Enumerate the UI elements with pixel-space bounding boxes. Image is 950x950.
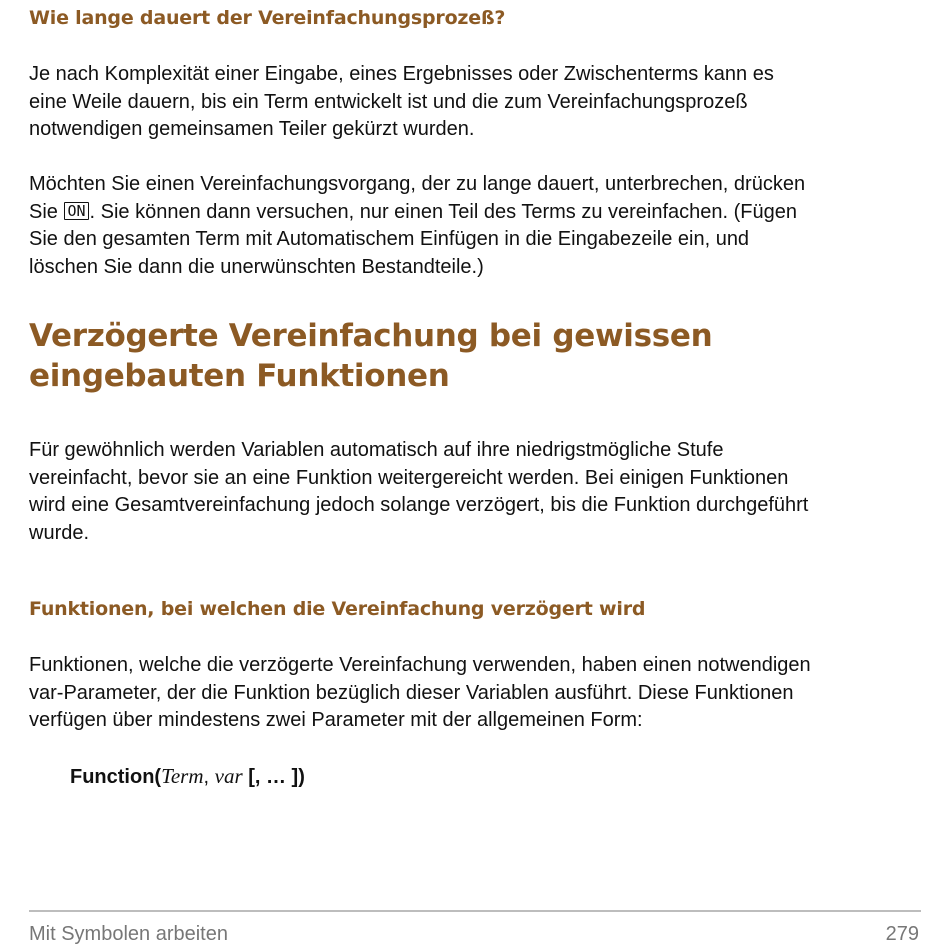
heading-line: eingebauten Funktionen — [29, 358, 450, 394]
text-line: wurde. — [29, 521, 90, 544]
syntax-separator: , — [203, 766, 215, 788]
text-line: Je nach Komplexität einer Eingabe, eines Ergebnisses oder Zwischenterms kann es — [29, 63, 774, 85]
footer-chapter-title: Mit Symbolen arbeiten — [29, 923, 228, 945]
footer-divider — [29, 910, 921, 912]
text-line: vereinfacht, bevor sie an eine Funktion weitergereicht werden. Bei einigen Funktionen — [29, 466, 789, 489]
text-line: notwendigen gemeinsamen Teiler gekürzt wurden. — [29, 118, 475, 141]
text-line: verfügen über mindestens zwei Parameter mit der allgemeinen Form: — [29, 709, 643, 732]
text-line: eine Weile dauern, bis ein Term entwickelt ist und die zum Vereinfachungsprozeß — [29, 90, 748, 113]
text-fragment: Sie — [29, 200, 64, 223]
text-line — [29, 199, 922, 227]
section-heading-delayed-functions: Funktionen, bei welchen die Vereinfachung verzögert wird — [29, 598, 646, 620]
paragraph-delayed-simplification — [29, 437, 922, 547]
text-line: Funktionen, welche die verzögerte Vereinfachung verwenden, haben einen notwendigen — [29, 654, 811, 676]
text-line: löschen Sie dann die unerwünschten Bestandteile.) — [29, 255, 484, 278]
syntax-rest: [, … ]) — [242, 766, 305, 788]
document-page — [29, 0, 922, 950]
paragraph-interrupt-simplification — [29, 171, 922, 281]
syntax-arg-term: Term — [161, 764, 204, 788]
section-heading-simplification-duration: Wie lange dauert der Vereinfachungsprozeß? — [29, 7, 506, 29]
syntax-function-name: Function( — [70, 766, 162, 788]
syntax-arg-var: var — [214, 764, 243, 788]
footer-page-number: 279 — [885, 923, 919, 945]
paragraph-simplification-time — [29, 61, 922, 144]
heading-line: Verzögerte Vereinfachung bei gewissen — [29, 318, 713, 354]
text-line: Sie den gesamten Term mit Automatischem Einfügen in die Eingabezeile ein, und — [29, 228, 750, 251]
paragraph-var-parameter — [29, 652, 922, 735]
section-heading-delayed-simplification — [29, 316, 712, 396]
function-syntax — [70, 764, 305, 789]
text-line: wird eine Gesamtvereinfachung jedoch solange verzögert, bis die Funktion durchgeführt — [29, 494, 809, 517]
on-key-icon: ON — [64, 202, 88, 220]
text-fragment: . Sie können dann versuchen, nur einen Teil des Terms zu vereinfachen. (Fügen — [89, 200, 798, 223]
text-line: Für gewöhnlich werden Variablen automatisch auf ihre niedrigstmögliche Stufe — [29, 439, 724, 461]
text-line: Möchten Sie einen Vereinfachungsvorgang, der zu lange dauert, unterbrechen, drücken — [29, 173, 806, 195]
text-line: var-Parameter, der die Funktion bezüglich dieser Variablen ausführt. Diese Funktionen — [29, 681, 794, 704]
